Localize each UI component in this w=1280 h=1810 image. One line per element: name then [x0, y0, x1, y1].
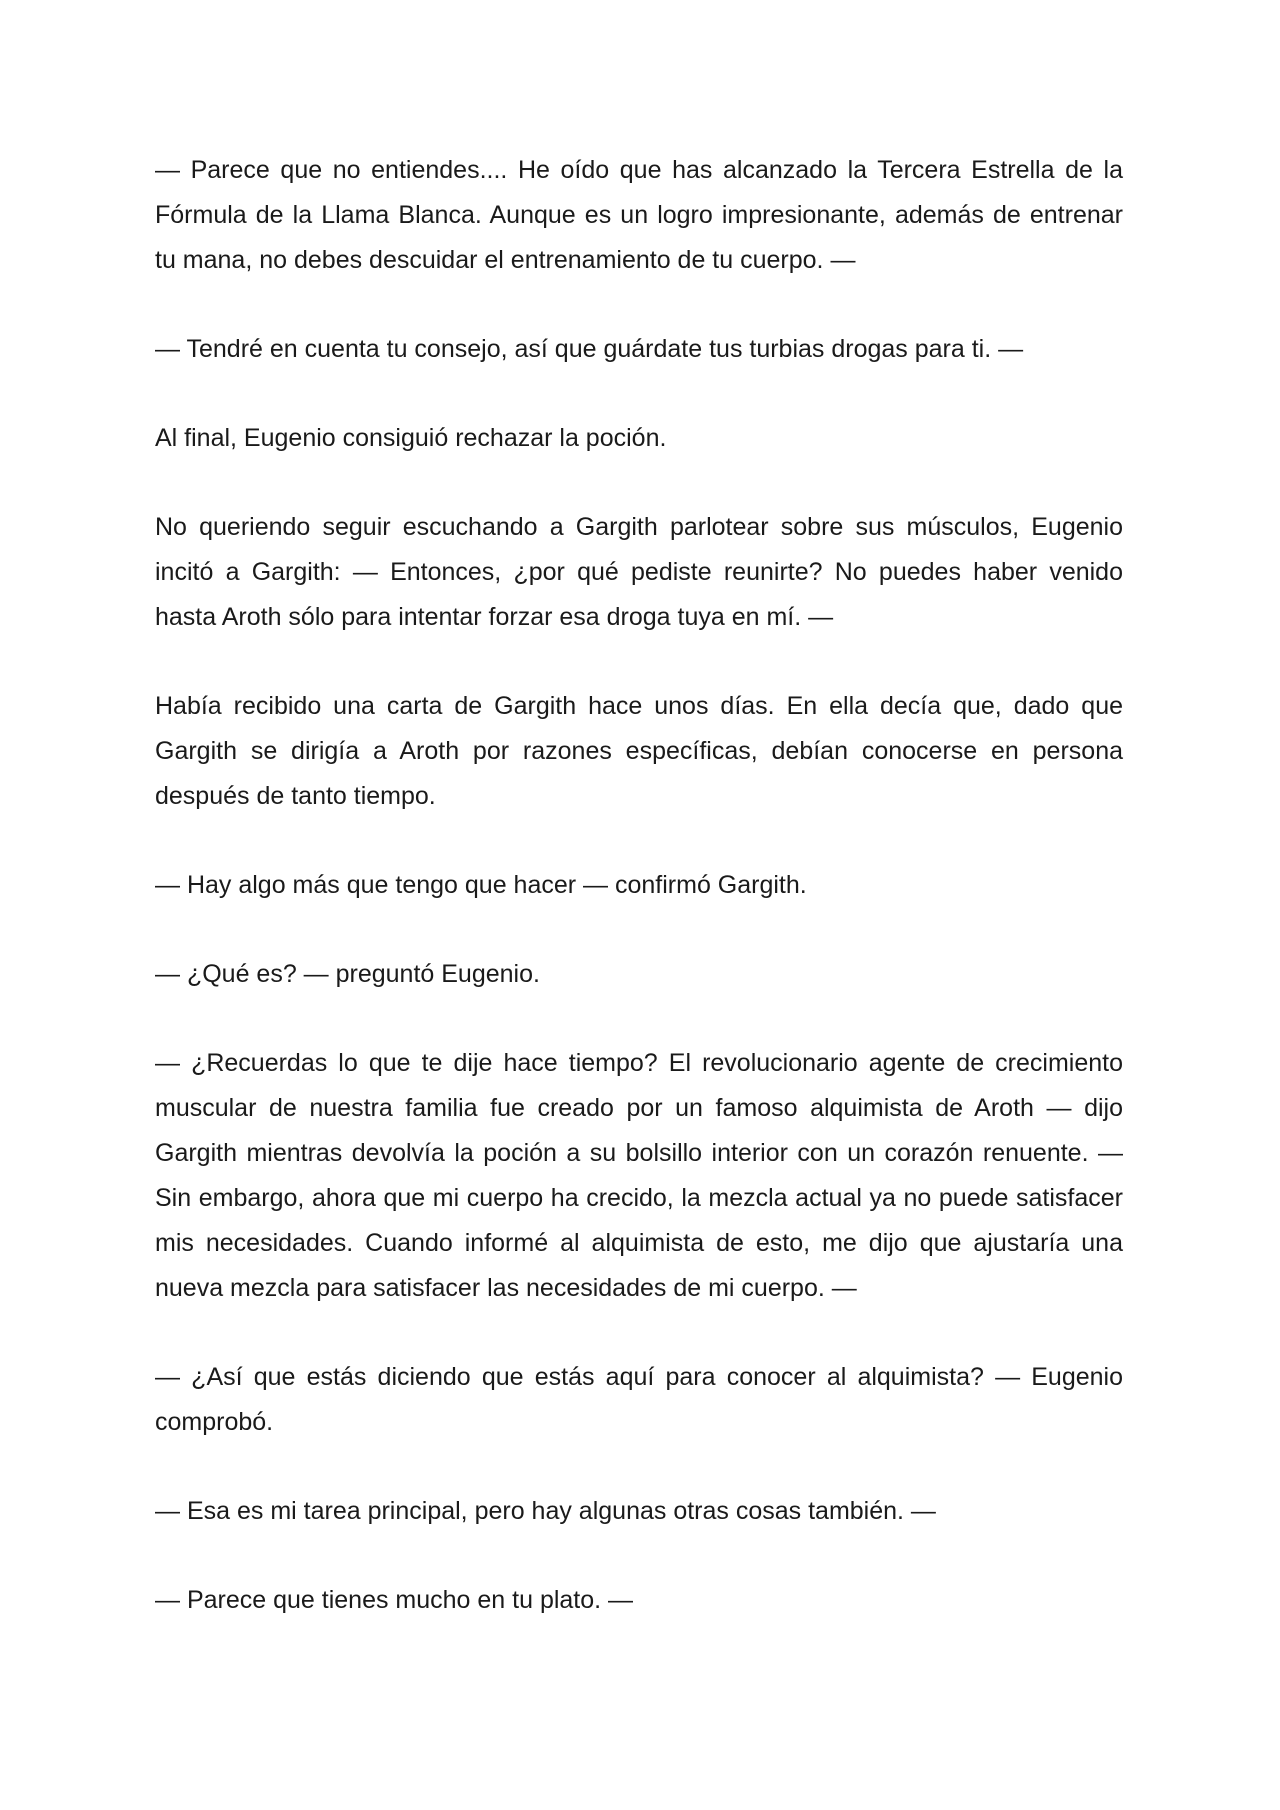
- paragraph-5: Había recibido una carta de Gargith hace unos días. En ella decía que, dado que Gargith se dirigía a Aroth por razones específicas, debían conocerse en persona después de tanto tiempo.: [155, 692, 1123, 810]
- paragraph-7: — ¿Qué es? — preguntó Eugenio.: [155, 960, 540, 988]
- paragraph-6: — Hay algo más que tengo que hacer — confirmó Gargith.: [155, 871, 807, 899]
- paragraph-9: — ¿Así que estás diciendo que estás aquí para conocer al alquimista? — Eugenio comprobó.: [155, 1363, 1123, 1436]
- paragraph-4: No queriendo seguir escuchando a Gargith parlotear sobre sus músculos, Eugenio incitó a Gargith: — Entonces, ¿por qué pediste reunirte? No puedes haber venido hasta Aroth sólo para intentar forzar esa droga tuya en mí. —: [155, 513, 1123, 631]
- paragraph-2: — Tendré en cuenta tu consejo, así que guárdate tus turbias drogas para ti. —: [155, 335, 1024, 363]
- paragraph-11: — Parece que tienes mucho en tu plato. —: [155, 1586, 634, 1614]
- paragraph-8: — ¿Recuerdas lo que te dije hace tiempo? El revolucionario agente de crecimiento muscular de nuestra familia fue creado por un famoso alquimista de Aroth — dijo Gargith mientras devolvía la poción a su bolsillo interior con un corazón renuente. — Sin embargo, ahora que mi cuerpo ha crecido, la mezcla actual ya no puede satisfacer mis necesidades. Cuando informé al alquimista de esto, me dijo que ajustaría una nueva mezcla para satisfacer las necesidades de mi cuerpo. —: [155, 1049, 1123, 1302]
- paragraph-1: — Parece que no entiendes.... He oído que has alcanzado la Tercera Estrella de la Fórmula de la Llama Blanca. Aunque es un logro impresionante, además de entrenar tu mana, no debes descuidar el entrenamiento de tu cuerpo. —: [155, 156, 1123, 274]
- paragraph-10: — Esa es mi tarea principal, pero hay algunas otras cosas también. —: [155, 1497, 936, 1525]
- paragraph-3: Al final, Eugenio consiguió rechazar la poción.: [155, 424, 667, 452]
- document-page: [155, 148, 1123, 1667]
